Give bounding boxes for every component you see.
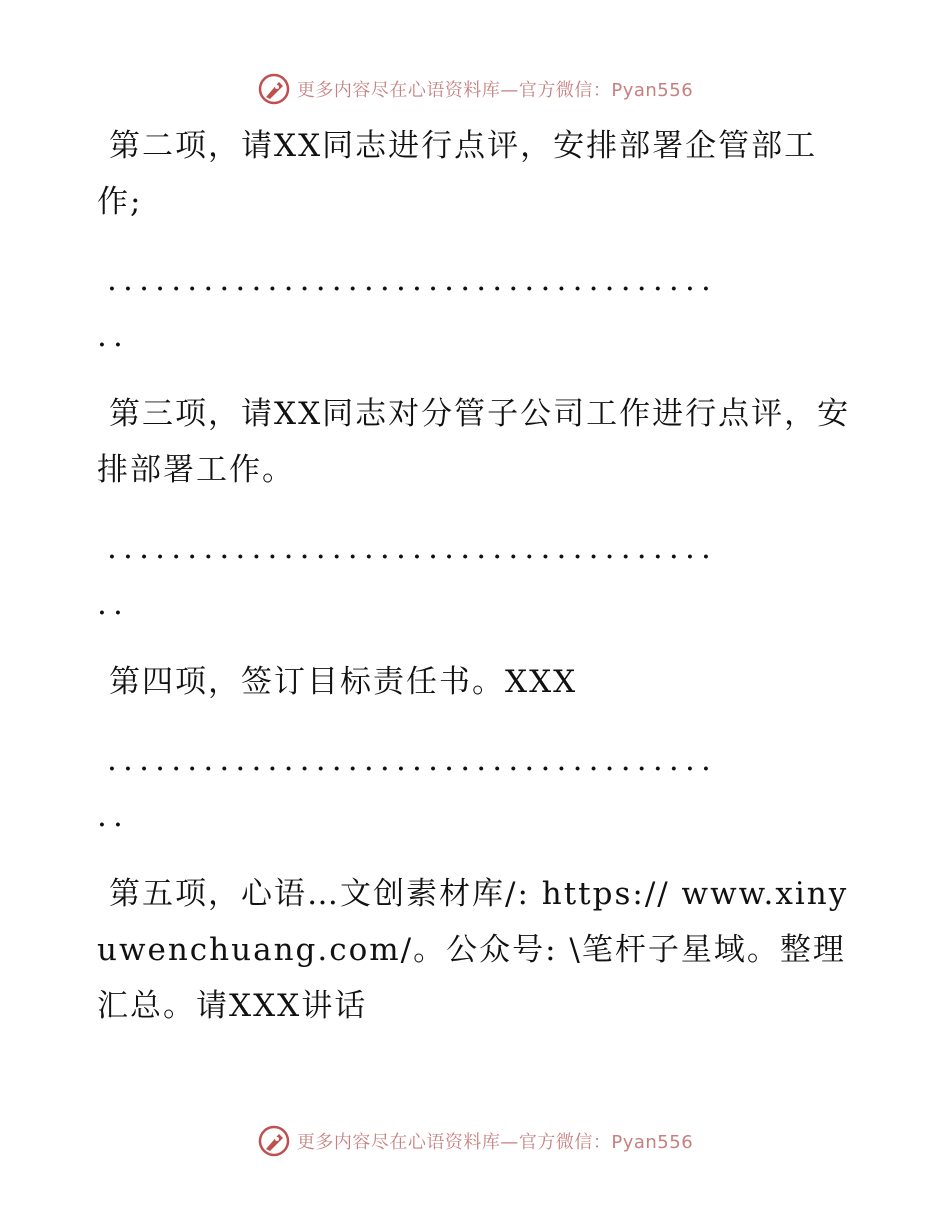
spacer — [97, 364, 857, 386]
spacer — [97, 230, 857, 252]
footer-watermark — [0, 1124, 950, 1158]
document-body — [97, 118, 857, 1034]
spacer — [97, 498, 857, 520]
pen-nib-logo-icon — [257, 1124, 291, 1158]
agenda-item-3: 第三项，请XX同志对分管子公司工作进行点评，安排部署工作。 — [97, 396, 851, 488]
agenda-item-4: 第四项，签订目标责任书。XXX — [109, 664, 578, 700]
spacer — [97, 710, 857, 732]
ellipsis-line-end: .. — [97, 798, 130, 834]
ellipsis-line: ...................................... — [107, 530, 718, 566]
watermark-text: 更多内容尽在心语资料库—官方微信：Pyan556 — [296, 80, 694, 101]
header-watermark — [0, 72, 950, 106]
pen-nib-logo-icon — [257, 72, 291, 106]
spacer — [97, 632, 857, 654]
agenda-item-2: 第二项，请XX同志进行点评，安排部署企管部工作; — [97, 128, 818, 220]
ellipsis-line: ...................................... — [107, 262, 718, 298]
agenda-item-5: 第五项，心语…文创素材库/: https:// www.xinyuwenchuang.com/。公众号: \笔杆子星域。整理汇总。请XXX讲话 — [97, 876, 849, 1024]
spacer — [97, 844, 857, 866]
ellipsis-line-end: .. — [97, 586, 130, 622]
watermark-text: 更多内容尽在心语资料库—官方微信：Pyan556 — [296, 1132, 694, 1153]
ellipsis-line: ...................................... — [107, 742, 718, 778]
ellipsis-line-end: .. — [97, 318, 130, 354]
